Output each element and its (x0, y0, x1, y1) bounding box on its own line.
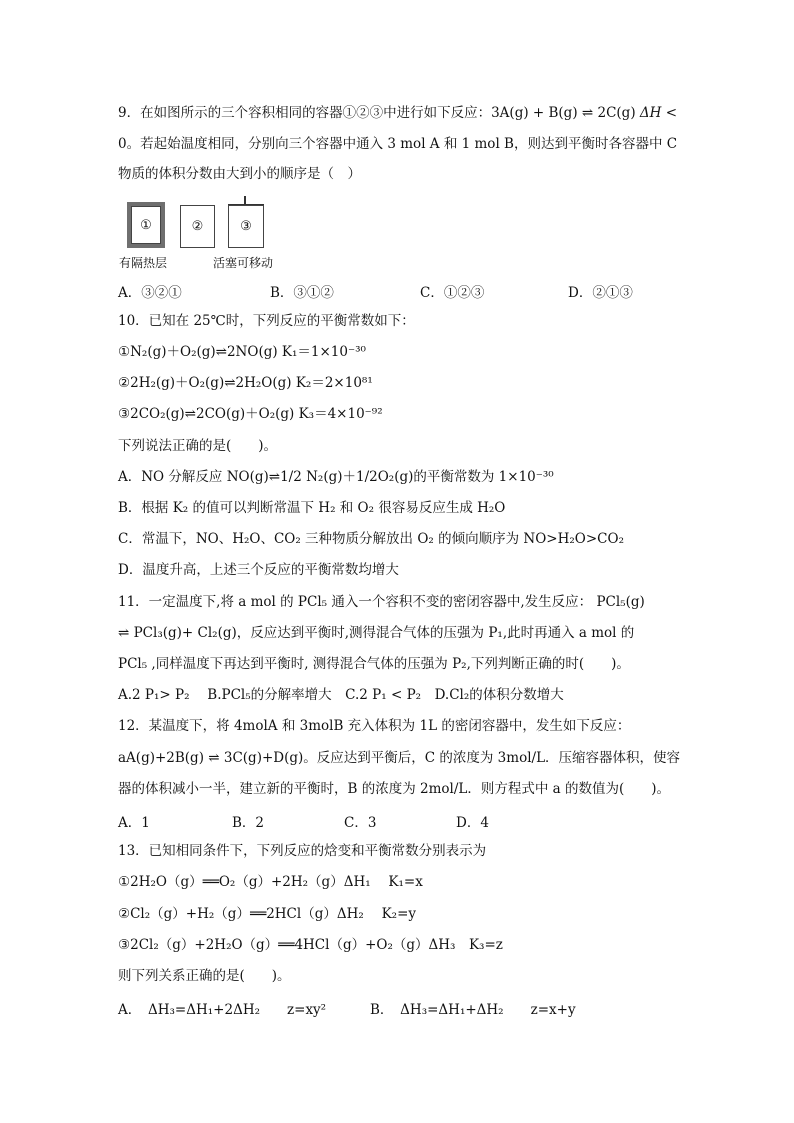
q9-option-a[interactable]: A．③②① (118, 285, 182, 301)
q11-options[interactable]: A.2 P₁> P₂ B.PCl₅的分解率增大 C.2 P₁ < P₂ D.Cl₂的体积分数增大 (118, 687, 564, 703)
q10-question: 下列说法正确的是( )。 (118, 438, 278, 454)
container-2: ② (180, 205, 215, 248)
q9-container-figure (119, 196, 293, 274)
q10-reaction-3: ③2CO₂(g)⇌2CO(g)＋O₂(g) K₃＝4×10⁻⁹² (118, 406, 383, 422)
container-3-piston: ③ (228, 205, 264, 248)
q13-reaction-2: ②Cl₂（g）+H₂（g）══2HCl（g）ΔH₂ K₂=y (118, 906, 417, 922)
q10-option-c[interactable]: C．常温下，NO、H₂O、CO₂ 三种物质分解放出 O₂ 的倾向顺序为 NO>H₂O>CO₂ (118, 531, 624, 547)
q13-question: 则下列关系正确的是( )。 (118, 968, 291, 984)
q10-option-b[interactable]: B．根据 K₂ 的值可以判断常温下 H₂ 和 O₂ 很容易反应生成 H₂O (118, 500, 506, 516)
q12-option-b[interactable]: B．2 (232, 815, 265, 831)
q9-option-c[interactable]: C．①②③ (420, 285, 485, 301)
q9-line-2: 0。若起始温度相同，分别向三个容器中通入 3 mol A 和 1 mol B，则达到平衡时各容器中 C (118, 136, 678, 152)
q9-line-1: 9．在如图所示的三个容积相同的容器①②③中进行如下反应：3A(g) + B(g) ⇌ 2C(g) ΔH < (118, 105, 678, 121)
q9-option-b[interactable]: B．③①② (270, 285, 334, 301)
q9-option-d[interactable]: D．②①③ (568, 285, 633, 301)
q10-line-1: 10．已知在 25℃时，下列反应的平衡常数如下： (118, 313, 415, 329)
caption-insulated: 有隔热层 (119, 256, 168, 270)
q13-reaction-3: ③2Cl₂（g）+2H₂O（g）══4HCl（g）+O₂（g）ΔH₃ K₃=z (118, 937, 503, 953)
q11-line-2: ⇌ PCl₃(g)+ Cl₂(g)，反应达到平衡时,测得混合气体的压强为 P₁,此时再通入 a mol 的 (118, 625, 635, 641)
q9-line-3: 物质的体积分数由大到小的顺序是（ ） (118, 166, 361, 182)
q13-options (118, 998, 638, 1016)
q12-line-2: aA(g)+2B(g) ⇌ 3C(g)+D(g)。反应达到平衡后，C 的浓度为 3mol/L．压缩容器体积，使容 (118, 750, 681, 766)
q10-reaction-2: ②2H₂(g)＋O₂(g)⇌2H₂O(g) K₂＝2×10⁸¹ (118, 375, 373, 391)
q10-option-d[interactable]: D．温度升高，上述三个反应的平衡常数均增大 (118, 562, 399, 578)
q13-reaction-1: ①2H₂O（g）══O₂（g）+2H₂（g）ΔH₁ K₁=x (118, 874, 423, 890)
q12-line-3: 器的体积减小一半，建立新的平衡时，B 的浓度为 2mol/L．则方程式中 a 的数值为( )。 (118, 781, 671, 797)
q9-options (118, 281, 678, 299)
q12-line-1: 12．某温度下，将 4molA 和 3molB 充入体积为 1L 的密闭容器中，发生如下反应： (118, 718, 631, 734)
caption-piston: 活塞可移动 (213, 256, 274, 270)
q13-option-b[interactable]: B． ΔH₃=ΔH₁+ΔH₂ z=x+y (370, 1002, 576, 1018)
q12-options (118, 811, 518, 829)
q10-reaction-1: ①N₂(g)＋O₂(g)⇌2NO(g) K₁＝1×10⁻³⁰ (118, 344, 366, 360)
q13-line-1: 13．已知相同条件下，下列反应的焓变和平衡常数分别表示为 (118, 843, 487, 859)
q12-option-c[interactable]: C．3 (344, 815, 377, 831)
q11-line-1: 11．一定温度下,将 a mol 的 PCl₅ 通入一个容积不变的密闭容器中,发生反应： PCl₅(g) (118, 594, 645, 610)
container-1-insulated: ① (127, 202, 165, 248)
q12-option-a[interactable]: A．1 (118, 815, 150, 831)
q12-option-d[interactable]: D．4 (456, 815, 489, 831)
q10-option-a[interactable]: A．NO 分解反应 NO(g)⇌1/2 N₂(g)＋1/2O₂(g)的平衡常数为 1×10⁻³⁰ (118, 469, 554, 485)
q11-line-3: PCl₅ ,同样温度下再达到平衡时, 测得混合气体的压强为 P₂,下列判断正确的时( )。 (118, 656, 630, 672)
q13-option-a[interactable]: A． ΔH₃=ΔH₁+2ΔH₂ z=xy² (118, 1002, 327, 1018)
